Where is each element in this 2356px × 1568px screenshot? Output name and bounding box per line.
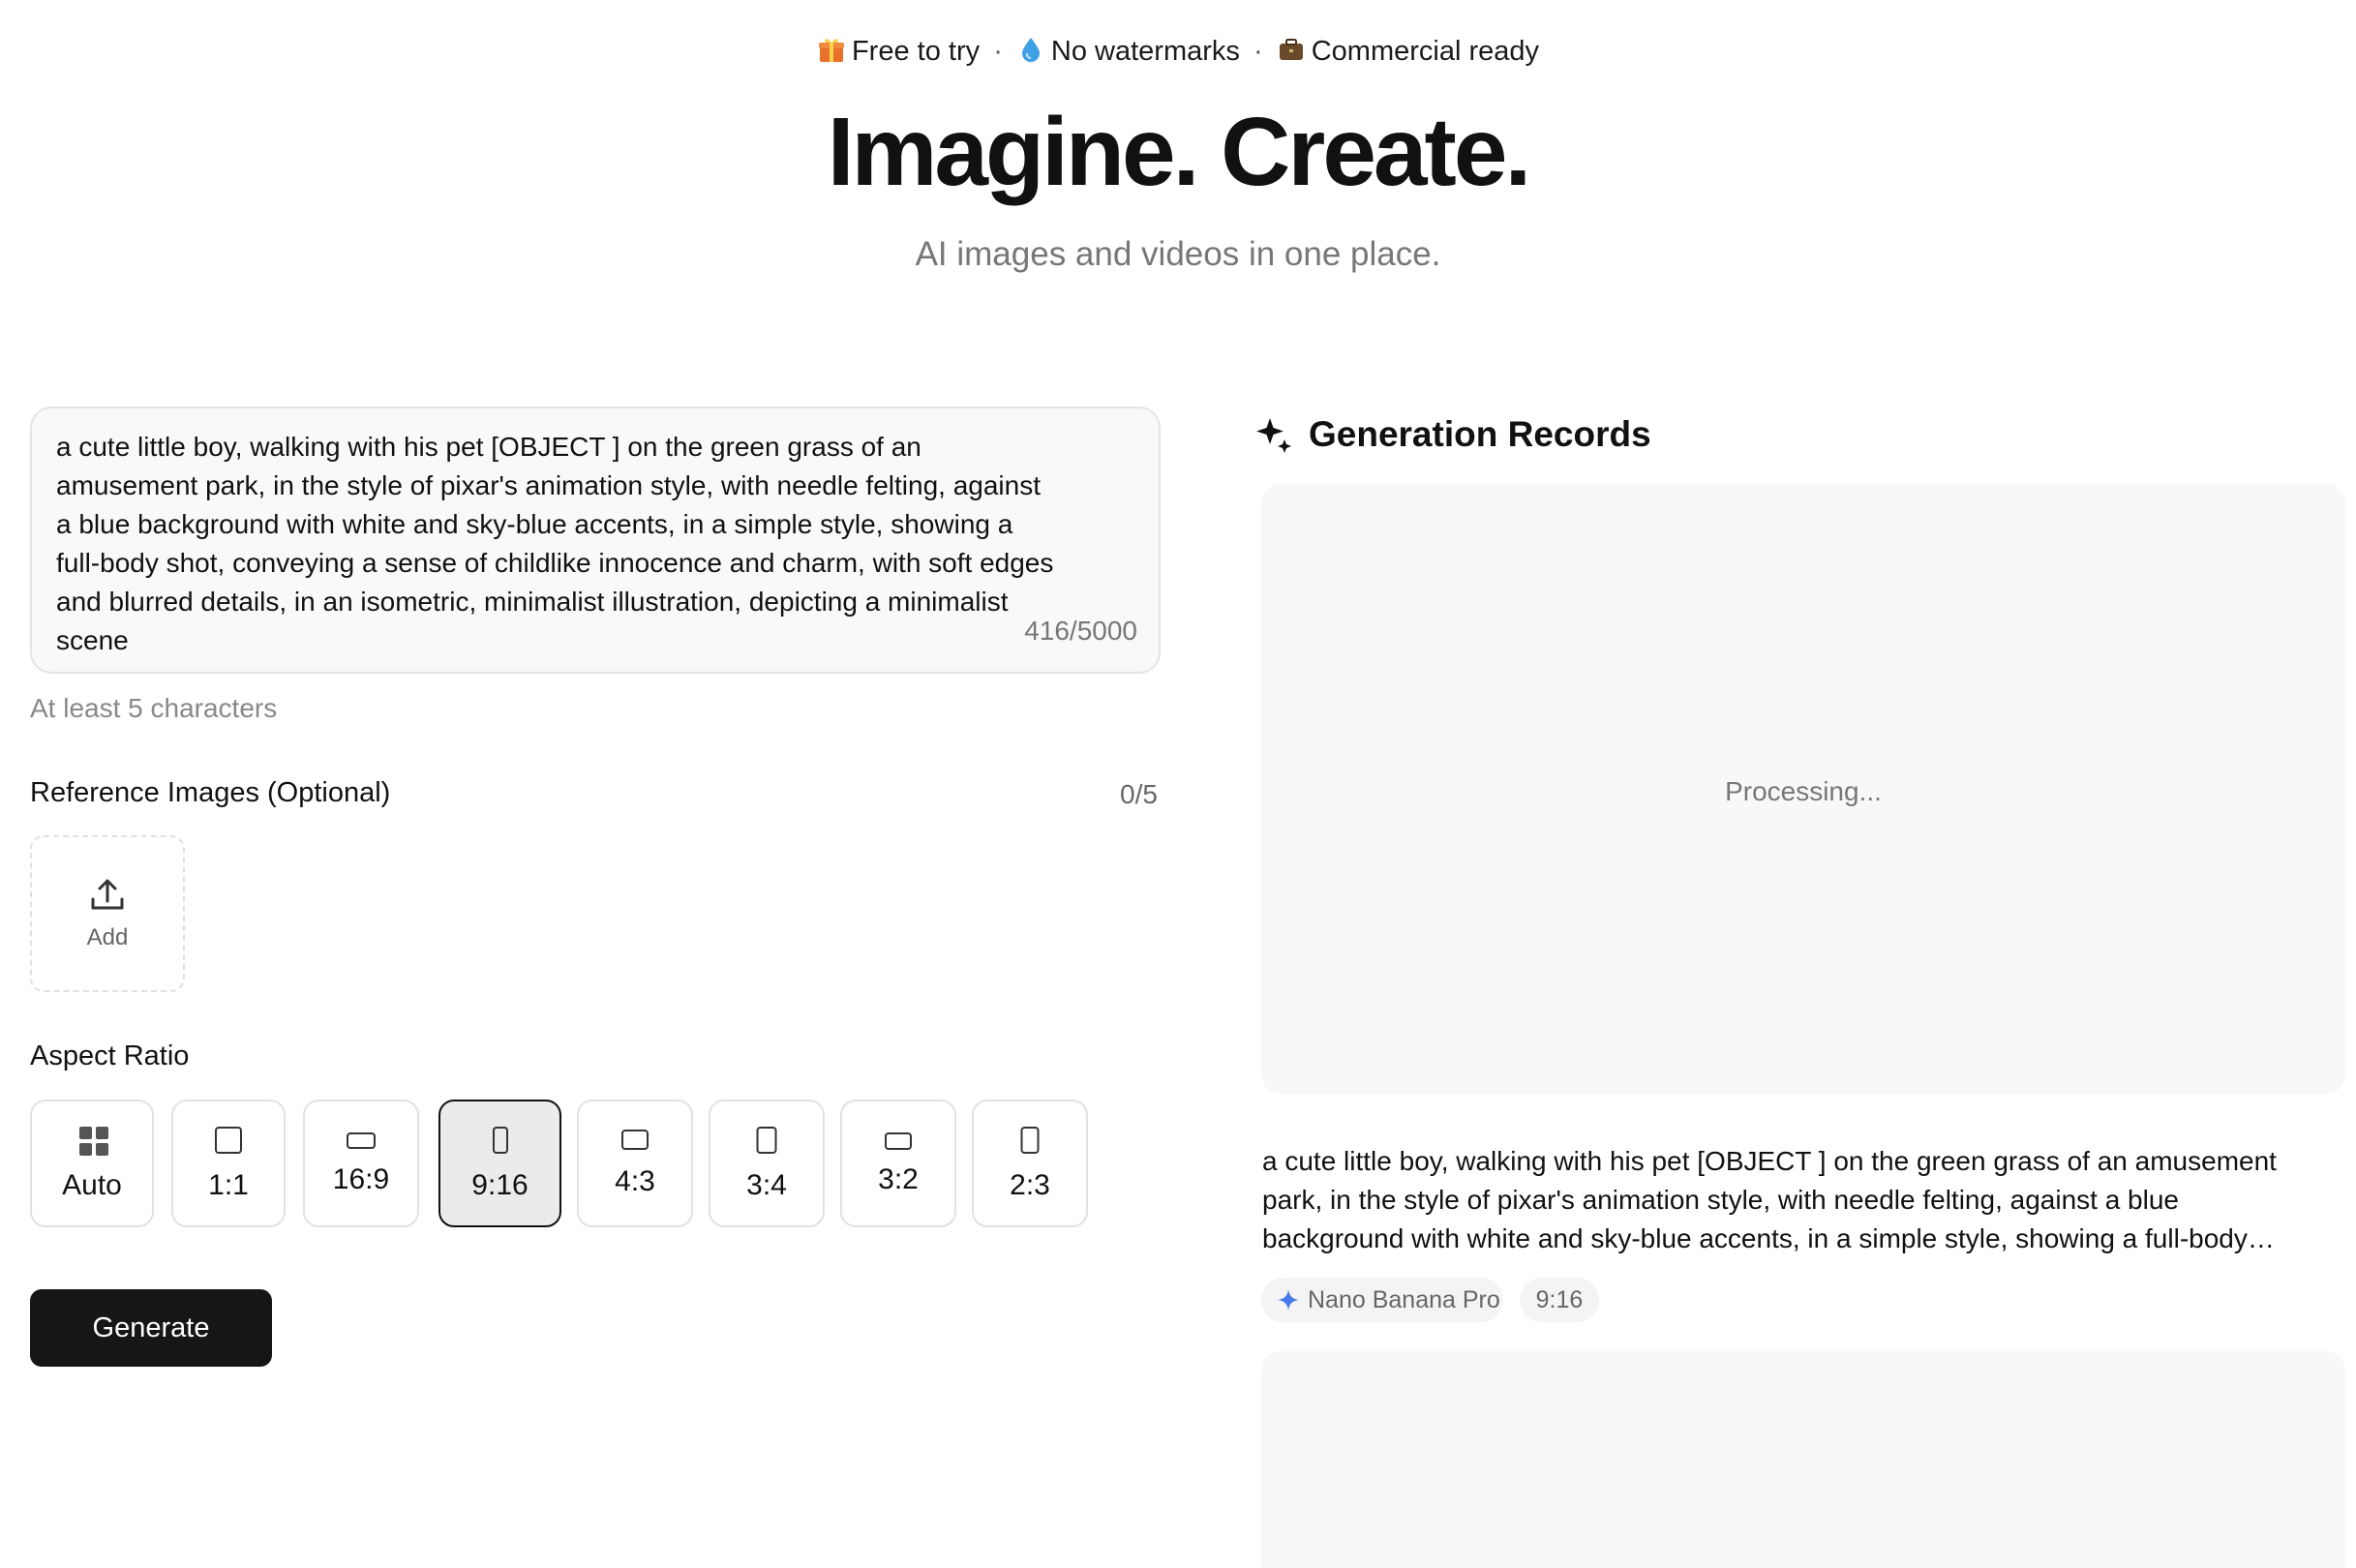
sparkles-icon (1254, 414, 1295, 455)
prompt-hint: At least 5 characters (30, 693, 278, 723)
portrait-ratio-icon (757, 1127, 777, 1154)
grid-icon (79, 1127, 108, 1156)
upload-icon (88, 876, 127, 915)
banner-item-commercial: Commercial ready (1311, 36, 1540, 67)
droplet-icon (1016, 35, 1045, 64)
aspect-option-9-16[interactable] (438, 1100, 561, 1227)
page-subtitle: AI images and videos in one place. (915, 235, 1441, 273)
aspect-option-label: 3:2 (878, 1163, 919, 1195)
prompt-text[interactable]: a cute little boy, walking with his pet [OBJECT ] on the green grass of an amusement park, in the style of pixar's animation style, with needle felting, against a blue background with white and sky-blue accents, in a simple style, showing a full-body shot, conveying a sense of childlike innocence and charm, with soft edges and blurred details, in an isometric, minimalist illustration, depicting a minimalist scene (56, 432, 1054, 655)
banner-item-free: Free to try (851, 36, 981, 67)
gemini-sparkle-icon (1277, 1288, 1300, 1312)
record-prompt-text: a cute little boy, walking with his pet [OBJECT ] on the green grass of an amusement park, in the style of pixar's animation style, with needle felting, against a blue background with white and sky-blue accents, in a simple style, showing a full-body… (1262, 1146, 2277, 1253)
aspect-option-16-9[interactable] (303, 1100, 419, 1227)
generation-preview-card[interactable] (1261, 1351, 2345, 1568)
aspect-option-label: 2:3 (1010, 1169, 1050, 1201)
reference-images-count: 0/5 (1120, 779, 1158, 809)
landscape-ratio-icon (885, 1132, 912, 1150)
prompt-input[interactable] (30, 407, 1161, 674)
add-reference-button[interactable] (30, 835, 185, 992)
banner-separator: · (1253, 36, 1263, 67)
landscape-ratio-icon (347, 1132, 376, 1149)
aspect-option-label: 1:1 (208, 1169, 249, 1201)
portrait-ratio-icon (1021, 1127, 1040, 1154)
banner-separator: · (993, 36, 1003, 67)
page-title: Imagine. Create. (827, 98, 1529, 206)
aspect-option-2-3[interactable] (972, 1100, 1088, 1227)
aspect-option-3-4[interactable] (709, 1100, 825, 1227)
generate-button[interactable]: Generate (30, 1289, 272, 1367)
aspect-option-auto[interactable] (30, 1100, 154, 1227)
aspect-option-label: Auto (62, 1169, 122, 1201)
model-tag-label: Nano Banana Pro (1308, 1286, 1500, 1313)
gift-icon (817, 35, 846, 64)
portrait-ratio-icon (493, 1127, 508, 1154)
aspect-option-1-1[interactable] (171, 1100, 286, 1227)
aspect-option-3-2[interactable] (840, 1100, 956, 1227)
feature-banner (0, 35, 2356, 68)
generation-records-title: Generation Records (1309, 414, 1651, 454)
landscape-ratio-icon (621, 1130, 649, 1150)
aspect-option-4-3[interactable] (577, 1100, 693, 1227)
aspect-option-label: 9:16 (471, 1169, 529, 1201)
reference-images-label: Reference Images (Optional) (30, 777, 391, 808)
aspect-option-label: 4:3 (615, 1165, 655, 1197)
briefcase-icon (1277, 35, 1306, 64)
processing-status: Processing... (1725, 776, 1882, 806)
model-tag (1261, 1278, 1503, 1322)
add-reference-label: Add (86, 924, 129, 950)
banner-item-watermarks: No watermarks (1050, 36, 1240, 67)
aspect-option-label: 3:4 (746, 1169, 787, 1201)
char-counter: 416/5000 (1024, 616, 1137, 646)
ratio-tag: 9:16 (1520, 1278, 1599, 1322)
generation-preview-card[interactable] (1261, 484, 2345, 1094)
aspect-option-label: 16:9 (332, 1163, 390, 1195)
square-ratio-icon (215, 1127, 242, 1154)
aspect-ratio-label: Aspect Ratio (30, 1040, 190, 1071)
